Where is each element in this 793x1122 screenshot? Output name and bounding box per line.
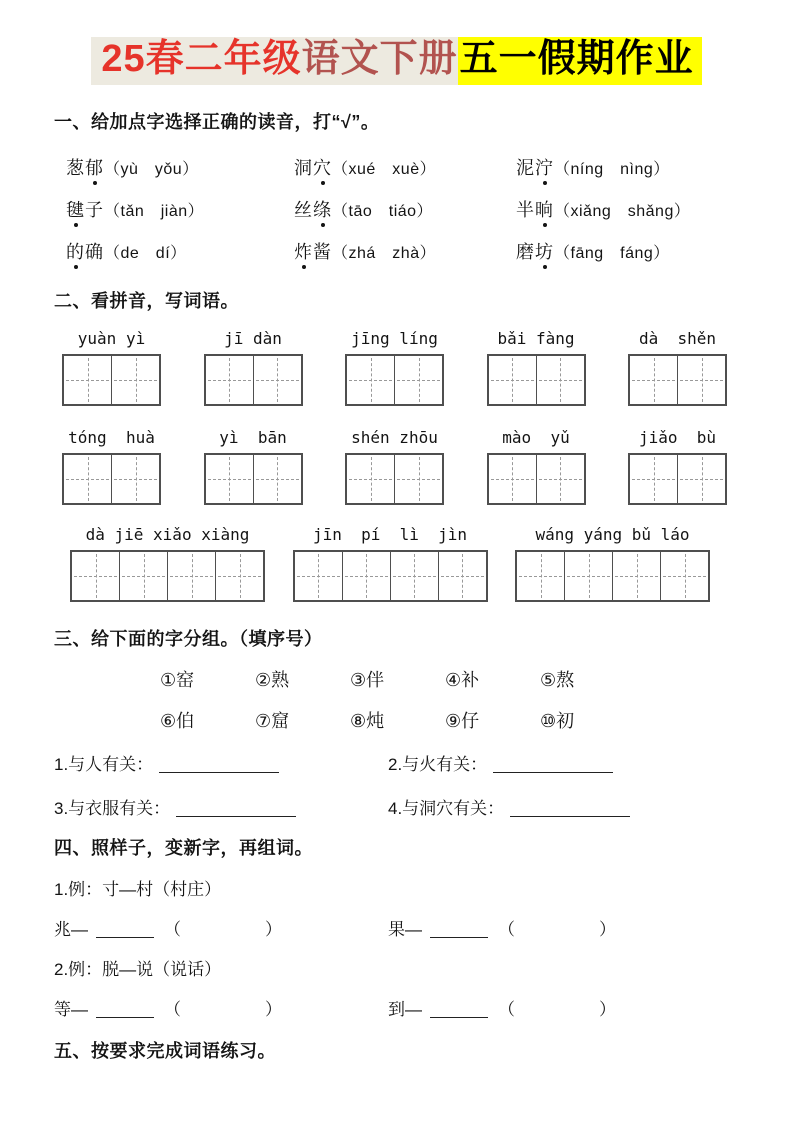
word-dotted-char: 郁 xyxy=(85,154,104,180)
pinyin-word-group xyxy=(62,329,161,406)
answer-blank xyxy=(176,802,296,817)
grid-cell xyxy=(536,356,584,404)
title-grade-segment: 25春二年级 xyxy=(101,38,302,80)
word-pre: 磨 xyxy=(516,242,535,263)
numbered-char: ③伴 xyxy=(350,670,385,691)
section3-heading: 三、给下面的字分组。（填序号） xyxy=(54,629,323,650)
word-dotted-char: 绦 xyxy=(313,196,332,222)
numbered-char: ⑤熬 xyxy=(540,670,575,691)
pinyin-label: mào yǔ xyxy=(502,428,570,448)
pinyin-word-group xyxy=(487,428,586,505)
writing-grid xyxy=(628,453,727,505)
pinyin-word-group xyxy=(628,329,727,406)
paren-open: （ xyxy=(498,1000,515,1020)
pinyin-label: jīn pí lì jìn xyxy=(312,525,468,545)
writing-grid xyxy=(62,354,161,406)
pinyin-label: jī dàn xyxy=(224,329,282,349)
pinyin-word-group xyxy=(204,329,303,406)
word-pre: 丝 xyxy=(294,200,313,221)
question-label: 3.与衣服有关： xyxy=(54,799,171,819)
pinyin-word-group xyxy=(345,329,444,406)
paren-open: （ xyxy=(164,920,181,940)
stem-char: 等— xyxy=(54,1000,88,1020)
stem-char: 兆— xyxy=(54,920,88,940)
grid-cell xyxy=(390,552,438,600)
grid-cell xyxy=(206,356,253,404)
pinyin-options: （yù yǒu） xyxy=(104,161,199,179)
pinyin-row-1 xyxy=(62,329,727,406)
word-dotted-char: 坊 xyxy=(535,238,554,264)
pinyin-word-group xyxy=(515,525,710,602)
word-post: 酱 xyxy=(313,242,332,263)
word-post: 确 xyxy=(85,242,104,263)
grid-cell xyxy=(295,552,342,600)
section5-heading: 五、按要求完成词语练习。 xyxy=(54,1041,276,1062)
question-line xyxy=(388,794,747,819)
paren-close: ） xyxy=(265,1000,282,1020)
paren-open: （ xyxy=(164,1000,181,1020)
grid-cell xyxy=(489,356,536,404)
pinyin-label: dà shěn xyxy=(638,329,717,349)
pinyin-options: （xué xuè） xyxy=(332,161,437,179)
target-word xyxy=(516,200,554,220)
stem-char: 到— xyxy=(388,1000,422,1020)
char-group-row-2 xyxy=(160,707,747,733)
numbered-char: ⑩初 xyxy=(540,711,575,732)
pinyin-word-group xyxy=(293,525,488,602)
word-item xyxy=(516,154,747,180)
section1-heading: 一、给加点字选择正确的读音，打“√”。 xyxy=(54,112,380,133)
grid-cell xyxy=(630,356,677,404)
writing-grid xyxy=(345,354,444,406)
grid-cell xyxy=(253,356,301,404)
word-building-row-1 xyxy=(54,915,747,940)
target-word xyxy=(66,158,104,178)
writing-grid xyxy=(345,453,444,505)
pinyin-word-group xyxy=(62,428,161,505)
writing-grid xyxy=(293,550,488,602)
word-item xyxy=(294,196,516,222)
grid-cell xyxy=(489,455,536,503)
pinyin-label: yuàn yì xyxy=(77,329,146,349)
grid-cell xyxy=(111,455,159,503)
example-line: 1.例：寸—村（村庄） xyxy=(54,880,222,900)
target-word xyxy=(516,242,554,262)
pinyin-options: （zhá zhà） xyxy=(332,245,437,263)
pinyin-label: tóng huà xyxy=(68,428,155,448)
word-item xyxy=(516,196,747,222)
pinyin-label: jīng líng xyxy=(351,329,438,349)
page-title xyxy=(0,0,793,85)
numbered-char: ⑦窟 xyxy=(255,711,290,732)
grid-cell xyxy=(677,455,725,503)
section2-heading: 二、看拼音，写词语。 xyxy=(54,291,239,312)
word-building-item xyxy=(54,995,388,1020)
grid-cell xyxy=(536,455,584,503)
grid-cell xyxy=(206,455,253,503)
grid-cell xyxy=(347,356,394,404)
writing-grid xyxy=(487,453,586,505)
pinyin-label: dà jiē xiǎo xiàng xyxy=(85,525,250,545)
word-item xyxy=(66,238,294,264)
word-item xyxy=(294,238,516,264)
target-word xyxy=(516,158,554,178)
target-word xyxy=(294,200,332,220)
grid-cell xyxy=(72,552,119,600)
word-dotted-char: 的 xyxy=(66,238,85,264)
writing-grid xyxy=(62,453,161,505)
paren-open: （ xyxy=(498,920,515,940)
word-dotted-char: 泞 xyxy=(535,154,554,180)
pinyin-word-group xyxy=(204,428,303,505)
title-subject-segment: 语文下册 xyxy=(301,38,458,80)
grid-cell xyxy=(612,552,660,600)
pinyin-label: wáng yáng bǔ láo xyxy=(535,525,690,545)
target-word xyxy=(66,200,104,220)
paren-close: ） xyxy=(599,920,616,940)
grid-cell xyxy=(394,455,442,503)
pinyin-row-2 xyxy=(62,428,727,505)
word-item xyxy=(66,154,294,180)
example-line: 2.例：脱—说（说话） xyxy=(54,960,222,980)
stem-char: 果— xyxy=(388,920,422,940)
grid-cell xyxy=(342,552,390,600)
answer-blank xyxy=(96,923,154,938)
word-pre: 泥 xyxy=(516,158,535,179)
pinyin-label: bǎi fàng xyxy=(497,329,575,349)
word-building-item xyxy=(388,915,747,940)
word-pre: 葱 xyxy=(66,158,85,179)
pinyin-options: （tāo tiáo） xyxy=(332,203,434,221)
question-line xyxy=(54,794,388,819)
question-line xyxy=(54,750,388,775)
writing-grid xyxy=(515,550,710,602)
pinyin-options: （fāng fáng） xyxy=(554,245,670,263)
pinyin-word-group xyxy=(487,329,586,406)
grid-cell xyxy=(167,552,215,600)
numbered-char: ④补 xyxy=(445,670,480,691)
word-item xyxy=(66,196,294,222)
numbered-char: ①窑 xyxy=(160,670,195,691)
target-word xyxy=(294,158,332,178)
word-dotted-char: 穴 xyxy=(313,154,332,180)
pinyin-label: shén zhōu xyxy=(351,428,438,448)
word-building-item xyxy=(54,915,388,940)
writing-grid xyxy=(204,453,303,505)
numbered-char: ⑧炖 xyxy=(350,711,385,732)
question-label: 1.与人有关： xyxy=(54,755,154,775)
answer-blank xyxy=(510,802,630,817)
word-item xyxy=(516,238,747,264)
question-line xyxy=(388,750,747,775)
writing-grid xyxy=(487,354,586,406)
grid-cell xyxy=(394,356,442,404)
grouping-questions xyxy=(54,750,747,819)
pinyin-options: （de dí） xyxy=(104,245,187,263)
pinyin-options: （tǎn jiàn） xyxy=(104,203,205,221)
word-item xyxy=(294,154,516,180)
answer-blank xyxy=(430,1003,488,1018)
word-building-row-2 xyxy=(54,995,747,1020)
grid-cell xyxy=(119,552,167,600)
section1-word-list xyxy=(66,154,747,264)
pinyin-word-group xyxy=(345,428,444,505)
answer-blank xyxy=(430,923,488,938)
numbered-char: ②熟 xyxy=(255,670,290,691)
word-post: 子 xyxy=(85,200,104,221)
title-band xyxy=(91,37,457,85)
word-dotted-char: 晌 xyxy=(535,196,554,222)
section4-heading: 四、照样子，变新字，再组词。 xyxy=(54,838,313,859)
worksheet-content xyxy=(0,108,793,1063)
paren-close: ） xyxy=(265,920,282,940)
grid-cell xyxy=(111,356,159,404)
numbered-char: ⑥伯 xyxy=(160,711,195,732)
question-label: 2.与火有关： xyxy=(388,755,488,775)
question-label: 4.与洞穴有关： xyxy=(388,799,505,819)
grid-cell xyxy=(347,455,394,503)
writing-grid xyxy=(70,550,265,602)
grid-cell xyxy=(64,455,111,503)
target-word xyxy=(294,242,332,262)
pinyin-word-group xyxy=(70,525,265,602)
word-pre: 洞 xyxy=(294,158,313,179)
answer-blank xyxy=(159,758,279,773)
word-dotted-char: 毽 xyxy=(66,196,85,222)
grid-cell xyxy=(438,552,486,600)
pinyin-options: （xiǎng shǎng） xyxy=(554,203,691,221)
grid-cell xyxy=(215,552,263,600)
paren-close: ） xyxy=(599,1000,616,1020)
grid-cell xyxy=(660,552,708,600)
pinyin-word-group xyxy=(628,428,727,505)
grid-cell xyxy=(64,356,111,404)
writing-grid xyxy=(628,354,727,406)
grid-cell xyxy=(253,455,301,503)
grid-cell xyxy=(677,356,725,404)
word-dotted-char: 炸 xyxy=(294,238,313,264)
pinyin-options: （níng nìng） xyxy=(554,161,670,179)
pinyin-row-3 xyxy=(70,525,710,602)
pinyin-label: yì bān xyxy=(219,428,287,448)
title-highlight-segment: 五一假期作业 xyxy=(458,37,702,85)
grid-cell xyxy=(564,552,612,600)
answer-blank xyxy=(96,1003,154,1018)
numbered-char: ⑨仔 xyxy=(445,711,480,732)
writing-grid xyxy=(204,354,303,406)
answer-blank xyxy=(493,758,613,773)
target-word xyxy=(66,242,104,262)
char-group-row-1 xyxy=(160,666,747,692)
word-building-item xyxy=(388,995,747,1020)
pinyin-label: jiǎo bù xyxy=(638,428,717,448)
word-pre: 半 xyxy=(516,200,535,221)
grid-cell xyxy=(517,552,564,600)
grid-cell xyxy=(630,455,677,503)
